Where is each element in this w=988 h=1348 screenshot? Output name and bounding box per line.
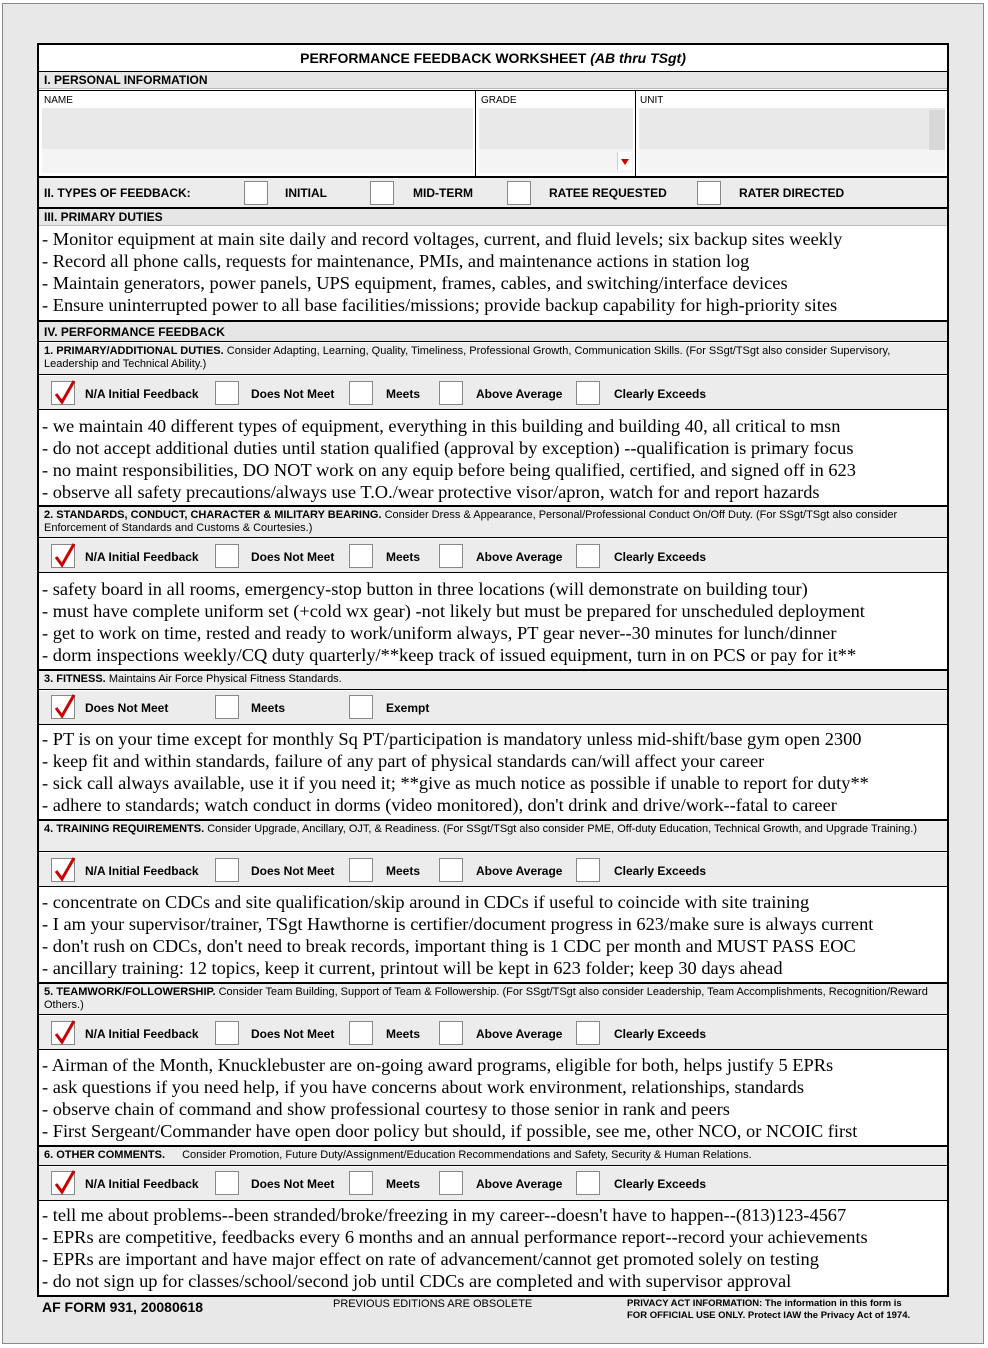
mid-term-checkbox[interactable] bbox=[370, 181, 394, 205]
comment-line: - concentrate on CDCs and site qualification/skip around in CDCs if useful to coincide with site training bbox=[42, 892, 810, 912]
item-2-na-label: N/A Initial Feedback bbox=[85, 550, 199, 564]
form-identifier: AF FORM 931, 20080618 bbox=[42, 1299, 204, 1315]
item-4-meets-label: Meets bbox=[386, 864, 421, 878]
item-5-meets-checkbox[interactable] bbox=[349, 1021, 373, 1045]
item-5-does-not-meet-label: Does Not Meet bbox=[251, 1027, 335, 1041]
item-3-desc: Maintains Air Force Physical Fitness Standards. bbox=[108, 673, 342, 685]
privacy-line: FOR OFFICIAL USE ONLY. Protect IAW the Privacy Act of 1974. bbox=[627, 1310, 911, 1321]
item-1-desc: Consider Adapting, Learning, Quality, Timeliness, Professional Growth, Communication Skills. (For SSgt/TSgt also consider Supervisory, Leadership and Technical Ability.) bbox=[44, 345, 891, 370]
form-title bbox=[39, 45, 947, 72]
comment-line: - we maintain 40 different types of equipment, everything in this building and building 40, all critical to msn bbox=[42, 416, 841, 436]
item-4-above-average-label: Above Average bbox=[476, 864, 563, 878]
item-6-meets-label: Meets bbox=[386, 1177, 421, 1191]
item-2-ratings bbox=[39, 539, 947, 573]
item-1-na-checkbox[interactable] bbox=[51, 381, 75, 405]
grade-label: GRADE bbox=[481, 95, 517, 106]
comment-line: - keep fit and within standards, failure of any part of physical standards can/will affect your career bbox=[42, 751, 765, 771]
editions-notice: PREVIOUS EDITIONS ARE OBSOLETE bbox=[333, 1298, 533, 1310]
checkmark-icon bbox=[54, 1170, 76, 1196]
item-4-na-checkbox[interactable] bbox=[51, 858, 75, 882]
name-field[interactable] bbox=[42, 149, 473, 173]
item-2-above-average-label: Above Average bbox=[476, 550, 563, 564]
comment-line: - don't rush on CDCs, don't need to break records, important thing is 1 CDC per month and MUST PASS EOC bbox=[42, 936, 856, 956]
item-5-na-label: N/A Initial Feedback bbox=[85, 1027, 199, 1041]
divider bbox=[39, 90, 947, 91]
primary-duties-line: - Maintain generators, power panels, UPS equipment, frames, cables, and switching/interface devices bbox=[42, 273, 788, 293]
comment-line: - I am your supervisor/trainer, TSgt Hawthorne is certifier/document progress in 623/make sure is always current bbox=[42, 914, 874, 934]
comment-line: - safety board in all rooms, emergency-stop button in three locations (will demonstrate on building tour) bbox=[42, 579, 808, 599]
item-2-na-checkbox[interactable] bbox=[51, 544, 75, 568]
item-5-meets-label: Meets bbox=[386, 1027, 421, 1041]
item-6-meets-checkbox[interactable] bbox=[349, 1171, 373, 1195]
item-1-na-label: N/A Initial Feedback bbox=[85, 387, 199, 401]
item-5-na-checkbox[interactable] bbox=[51, 1021, 75, 1045]
comment-line: - do not sign up for classes/school/second job until CDCs are completed and with supervisor approval bbox=[42, 1271, 792, 1291]
item-1-comments[interactable] bbox=[42, 415, 945, 505]
comment-line: - EPRs are important and have major effect on rate of advancement/cannot get promoted solely on testing bbox=[42, 1249, 819, 1269]
item-5-clearly-exceeds-label: Clearly Exceeds bbox=[614, 1027, 707, 1041]
item-2-clearly-exceeds-checkbox[interactable] bbox=[576, 544, 600, 568]
item-4-above-average-checkbox[interactable] bbox=[439, 858, 463, 882]
item-6-above-average-checkbox[interactable] bbox=[439, 1171, 463, 1195]
item-6-above-average-label: Above Average bbox=[476, 1177, 563, 1191]
item-4-comments[interactable] bbox=[42, 891, 945, 981]
item-6-na-label: N/A Initial Feedback bbox=[85, 1177, 199, 1191]
comment-line: - must have complete uniform set (+cold wx gear) -not likely but must be prepared for unscheduled deployment bbox=[42, 601, 865, 621]
primary-duties-line: - Monitor equipment at main site daily and record voltages, current, and fluid levels; six backup sites weekly bbox=[42, 229, 843, 249]
item-2-meets-checkbox[interactable] bbox=[349, 544, 373, 568]
item-4-title: 4. TRAINING REQUIREMENTS. bbox=[44, 823, 205, 835]
item-6-ratings bbox=[39, 1167, 947, 1201]
grade-select[interactable] bbox=[479, 149, 633, 173]
item-3-meets-checkbox[interactable] bbox=[215, 695, 239, 719]
feedback-worksheet bbox=[37, 43, 949, 1297]
item-1-above-average-checkbox[interactable] bbox=[439, 381, 463, 405]
unit-field-upper bbox=[639, 108, 945, 149]
item-1-ratings bbox=[39, 376, 947, 410]
comment-line: - dorm inspections weekly/CQ duty quarterly/**keep track of issued equipment, turn in on PCS or pay for it** bbox=[42, 645, 857, 665]
item-5-ratings bbox=[39, 1016, 947, 1050]
item-6-does-not-meet-label: Does Not Meet bbox=[251, 1177, 335, 1191]
item-5-header bbox=[39, 984, 947, 1015]
comment-line: - sick call always available, use it if you need it; **give as much notice as possible if unable to report for duty** bbox=[42, 773, 869, 793]
privacy-act-notice bbox=[627, 1298, 910, 1322]
item-4-header bbox=[39, 821, 947, 852]
checkmark-icon bbox=[54, 694, 76, 720]
unit-field[interactable] bbox=[639, 149, 945, 173]
comment-line: - PT is on your time except for monthly Sq PT/participation is mandatory unless mid-shift/base gym open 2300 bbox=[42, 729, 862, 749]
rater-directed-label: RATER DIRECTED bbox=[739, 186, 845, 200]
comment-line: - EPRs are competitive, feedbacks every 6 months and an annual performance report--record your achievements bbox=[42, 1227, 868, 1247]
item-2-comments[interactable] bbox=[42, 578, 945, 668]
item-2-above-average-checkbox[interactable] bbox=[439, 544, 463, 568]
item-4-meets-checkbox[interactable] bbox=[349, 858, 373, 882]
primary-duties-text[interactable] bbox=[42, 228, 945, 319]
item-1-title: 1. PRIMARY/ADDITIONAL DUTIES. bbox=[44, 345, 224, 357]
comment-line: - observe all safety precautions/always use T.O./wear protective visor/apron, watch for and report hazards bbox=[42, 482, 820, 502]
item-1-does-not-meet-label: Does Not Meet bbox=[251, 387, 335, 401]
initial-label: INITIAL bbox=[285, 186, 327, 200]
item-3-meets-label: Meets bbox=[251, 701, 286, 715]
ratee-requested-checkbox[interactable] bbox=[507, 181, 531, 205]
item-6-clearly-exceeds-checkbox[interactable] bbox=[576, 1171, 600, 1195]
item-6-na-checkbox[interactable] bbox=[51, 1171, 75, 1195]
item-3-ratings bbox=[39, 691, 947, 725]
comment-line: - ancillary training: 12 topics, keep it current, printout will be kept in 623 folder; keep 30 days ahead bbox=[42, 958, 783, 978]
section-primary-duties-header: III. PRIMARY DUTIES bbox=[39, 209, 947, 226]
comment-line: - tell me about problems--been stranded/broke/freezing in my career--doesn't have to happen--(813)123-4567 bbox=[42, 1205, 847, 1225]
item-1-clearly-exceeds-label: Clearly Exceeds bbox=[614, 387, 707, 401]
checkmark-icon bbox=[54, 1020, 76, 1046]
grade-dropdown-button[interactable] bbox=[617, 152, 632, 170]
name-field-upper bbox=[42, 108, 473, 149]
checkmark-icon bbox=[54, 380, 76, 406]
item-1-above-average-label: Above Average bbox=[476, 387, 563, 401]
unit-label: UNIT bbox=[640, 95, 664, 106]
item-4-clearly-exceeds-label: Clearly Exceeds bbox=[614, 864, 707, 878]
feedback-types-row bbox=[39, 178, 947, 207]
comment-line: - First Sergeant/Commander have open door policy but should, if possible, see me, other NCO, or NCOIC first bbox=[42, 1121, 858, 1141]
item-5-does-not-meet-checkbox[interactable] bbox=[215, 1021, 239, 1045]
chevron-down-icon bbox=[618, 152, 632, 170]
comment-line: - observe chain of command and show professional courtesy to those senior in rank and peers bbox=[42, 1099, 730, 1119]
item-5-title: 5. TEAMWORK/FOLLOWERSHIP. bbox=[44, 986, 216, 998]
item-6-does-not-meet-checkbox[interactable] bbox=[215, 1171, 239, 1195]
item-1-clearly-exceeds-checkbox[interactable] bbox=[576, 381, 600, 405]
item-4-desc: Consider Upgrade, Ancillary, OJT, & Readiness. (For SSgt/TSgt also consider PME, Off-duty Education, Technical Growth, and Upgrade Training.) bbox=[207, 823, 918, 835]
item-3-exempt-checkbox[interactable] bbox=[349, 695, 373, 719]
item-5-desc: Consider Team Building, Support of Team & Followership. (For SSgt/TSgt also consider Leadership, Team Accomplishments, Recognition/Reward Others.) bbox=[44, 986, 928, 1011]
item-6-header bbox=[39, 1147, 947, 1166]
item-4-na-label: N/A Initial Feedback bbox=[85, 864, 199, 878]
item-4-does-not-meet-label: Does Not Meet bbox=[251, 864, 335, 878]
divider bbox=[475, 90, 476, 176]
item-2-header bbox=[39, 507, 947, 538]
mid-term-label: MID-TERM bbox=[413, 186, 473, 200]
item-5-above-average-checkbox[interactable] bbox=[439, 1021, 463, 1045]
item-2-meets-label: Meets bbox=[386, 550, 421, 564]
comment-line: - ask questions if you need help, if you have concerns about work environment, relationships, standards bbox=[42, 1077, 805, 1097]
item-2-desc: Consider Dress & Appearance, Personal/Professional Conduct On/Off Duty. (For SSgt/TSgt also consider Enforcement of Standards and Customs & Courtesies.) bbox=[44, 509, 898, 534]
comment-line: - do not accept additional duties until station qualified (approval by exception) --qualification is primary focus bbox=[42, 438, 854, 458]
item-3-exempt-label: Exempt bbox=[386, 701, 430, 715]
item-4-clearly-exceeds-checkbox[interactable] bbox=[576, 858, 600, 882]
item-2-does-not-meet-checkbox[interactable] bbox=[215, 544, 239, 568]
initial-checkbox[interactable] bbox=[244, 181, 268, 205]
item-5-above-average-label: Above Average bbox=[476, 1027, 563, 1041]
section-performance-feedback-header: IV. PERFORMANCE FEEDBACK bbox=[39, 322, 947, 342]
item-4-does-not-meet-checkbox[interactable] bbox=[215, 858, 239, 882]
feedback-types-label: II. TYPES OF FEEDBACK: bbox=[44, 186, 191, 200]
comment-line: - Airman of the Month, Knucklebuster are on-going award programs, eligible for both, helps justify 5 EPRs bbox=[42, 1055, 834, 1075]
item-2-clearly-exceeds-label: Clearly Exceeds bbox=[614, 550, 707, 564]
comment-line: - adhere to standards; watch conduct in dorms (video monitored), don't drink and drive/work--fatal to career bbox=[42, 795, 837, 815]
checkmark-icon bbox=[54, 857, 76, 883]
form-title-suffix: (AB thru TSgt) bbox=[590, 50, 686, 66]
item-1-header bbox=[39, 343, 947, 375]
item-5-comments[interactable] bbox=[42, 1054, 945, 1144]
form-title-text: PERFORMANCE FEEDBACK WORKSHEET bbox=[300, 50, 587, 66]
item-3-does-not-meet-label: Does Not Meet bbox=[85, 701, 169, 715]
ratee-requested-label: RATEE REQUESTED bbox=[549, 186, 667, 200]
item-4-ratings bbox=[39, 853, 947, 887]
item-3-comments[interactable] bbox=[42, 728, 945, 818]
item-1-meets-label: Meets bbox=[386, 387, 421, 401]
privacy-line: PRIVACY ACT INFORMATION: The information in this form is bbox=[627, 1298, 902, 1309]
item-3-title: 3. FITNESS. bbox=[44, 673, 106, 685]
item-2-does-not-meet-label: Does Not Meet bbox=[251, 550, 335, 564]
checkmark-icon bbox=[54, 543, 76, 569]
divider bbox=[635, 90, 636, 176]
item-2-title: 2. STANDARDS, CONDUCT, CHARACTER & MILITARY BEARING. bbox=[44, 509, 382, 521]
item-5-clearly-exceeds-checkbox[interactable] bbox=[576, 1021, 600, 1045]
item-6-comments[interactable] bbox=[42, 1204, 945, 1294]
item-1-does-not-meet-checkbox[interactable] bbox=[215, 381, 239, 405]
primary-duties-line: - Ensure uninterrupted power to all base facilities/missions; provide backup capability for high-priority sites bbox=[42, 295, 838, 315]
item-6-desc: Consider Promotion, Future Duty/Assignment/Education Recommendations and Safety, Security & Human Relations. bbox=[182, 1149, 752, 1161]
rater-directed-checkbox[interactable] bbox=[697, 181, 721, 205]
item-6-title: 6. OTHER COMMENTS. bbox=[44, 1149, 166, 1161]
unit-field-scrollbar[interactable] bbox=[929, 110, 945, 150]
item-6-clearly-exceeds-label: Clearly Exceeds bbox=[614, 1177, 707, 1191]
item-1-meets-checkbox[interactable] bbox=[349, 381, 373, 405]
comment-line: - get to work on time, rested and ready to work/uniform always, PT gear never--30 minutes for lunch/dinner bbox=[42, 623, 837, 643]
item-3-header bbox=[39, 671, 947, 690]
item-3-does-not-meet-checkbox[interactable] bbox=[51, 695, 75, 719]
primary-duties-line: - Record all phone calls, requests for maintenance, PMIs, and maintenance actions in station log bbox=[42, 251, 750, 271]
grade-field-upper bbox=[479, 108, 633, 149]
comment-line: - no maint responsibilities, DO NOT work on any equip before being qualified, certified, and signed off in 623 bbox=[42, 460, 856, 480]
name-label: NAME bbox=[44, 95, 73, 106]
section-personal-info-header: I. PERSONAL INFORMATION bbox=[39, 72, 947, 89]
